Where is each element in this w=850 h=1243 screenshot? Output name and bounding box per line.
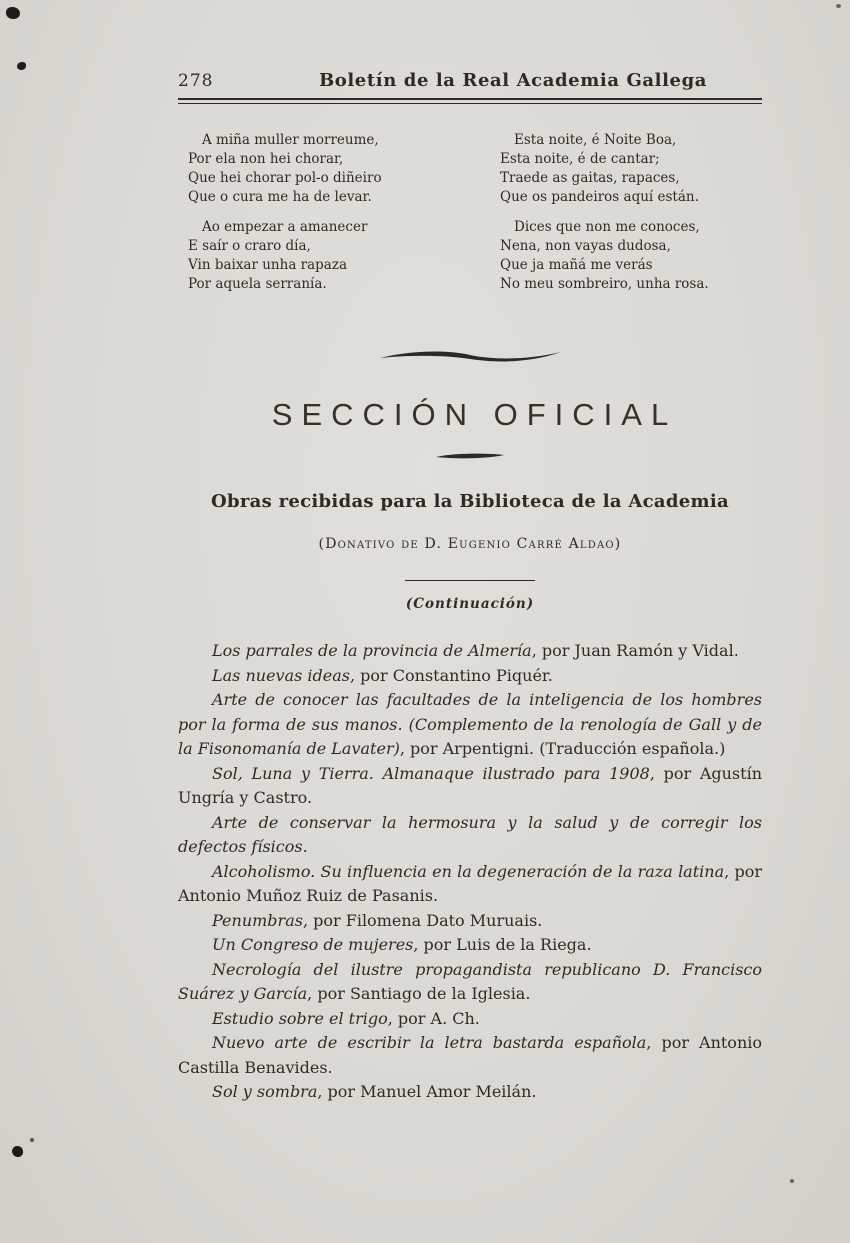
work-authors: , por Agustín Ungría y Castro. (178, 763, 762, 807)
poem-line: E saír o craro día, (188, 238, 311, 254)
section-title: SECCIÓN OFICIAL (271, 397, 678, 432)
poem-line: Por aquela serranía. (188, 276, 327, 292)
scan-artifact (17, 62, 26, 70)
small-swash-icon (434, 451, 506, 461)
poem-column-right (500, 131, 709, 305)
work-entry (178, 762, 762, 811)
poem-line: A miña muller morreume, (202, 132, 379, 148)
work-title: Las nuevas ideas (212, 665, 350, 685)
works-list (178, 639, 762, 1105)
poem-stanza (188, 131, 488, 207)
work-authors: , por Manuel Amor Meilán. (317, 1082, 537, 1101)
work-entry (178, 639, 762, 664)
work-title: Estudio sobre el trigo (212, 1008, 388, 1028)
scan-artifact (12, 1146, 23, 1157)
header-rule-thin (178, 103, 762, 104)
poem-column-left (188, 131, 488, 305)
poem-line: Por ela non hei chorar, (188, 151, 344, 167)
work-authors: , por Juan Ramón y Vidal. (531, 641, 739, 660)
swash-flourish-icon (378, 347, 563, 363)
work-title: Un Congreso de mujeres (212, 935, 414, 954)
work-entry (178, 958, 762, 1007)
poem-line: Que hei chorar pol-o diñeiro (188, 170, 382, 186)
work-entry (178, 933, 762, 958)
work-authors: , por Santiago de la Iglesia. (307, 984, 531, 1003)
work-title: Arte de conservar la hermosura y la salud y de corregir los defectos físicos. (178, 812, 762, 856)
small-divider-ornament (178, 451, 762, 461)
work-entry (178, 688, 762, 762)
work-entry (178, 1080, 762, 1105)
journal-title: Boletín de la Real Academia Gallega (318, 70, 708, 91)
poem-line: Que o cura me ha de levar. (188, 189, 372, 205)
poem-line: Que os pandeiros aquí están. (500, 189, 699, 205)
work-entry (178, 664, 762, 689)
poem-line: Nena, non vayas dudosa, (500, 238, 671, 254)
poem-line: Ao empezar a amanecer (202, 219, 368, 235)
poem-columns (178, 131, 762, 305)
work-entry (178, 811, 762, 860)
poem-line: Esta noite, é Noite Boa, (514, 132, 677, 148)
continuation-rule (405, 580, 535, 581)
continuation-label: (Continuación) (405, 596, 535, 612)
poem-line: No meu sombreiro, unha rosa. (500, 276, 709, 292)
work-authors: , por Antonio Muñoz Ruiz de Pasanis. (178, 861, 763, 905)
poem-stanza (500, 131, 709, 207)
poem-stanza (188, 218, 488, 294)
scan-artifact (30, 1138, 34, 1142)
poem-line: Vin baixar unha rapaza (188, 257, 348, 273)
work-title: Los parrales de la provincia de Almería (212, 641, 532, 660)
subsection-heading: Obras recibidas para la Biblioteca de la Academia (211, 491, 729, 512)
scan-artifact (790, 1179, 794, 1183)
poem-line: Esta noite, é de cantar; (500, 151, 660, 167)
work-entry (178, 1007, 762, 1032)
work-title: Alcoholismo. Su influencia en la degeneración de la raza latina (212, 861, 725, 881)
work-title: Arte de conocer las facultades de la inteligencia de los hombres por la forma de sus manos. (Complemento de la renología de Gall y de la Fisonomanía de Lavater) (178, 690, 762, 758)
work-title: Penumbras (212, 910, 303, 930)
header-rule-thick (178, 98, 762, 100)
poem-line: Que ja mañá me verás (500, 257, 653, 273)
scan-artifact (6, 7, 20, 19)
poem-line: Dices que non me conoces, (514, 219, 700, 235)
work-entry (178, 1031, 762, 1080)
header-rule (178, 98, 762, 104)
work-authors: , por Constantino Piquér. (350, 665, 553, 685)
work-authors: , por A. Ch. (387, 1008, 480, 1028)
work-title: Sol, Luna y Tierra. Almanaque ilustrado para 1908 (212, 763, 650, 783)
work-entry (178, 909, 762, 934)
work-title: Necrología del ilustre propagandista republicano D. Francisco Suárez y García (178, 959, 762, 1003)
page-header (178, 70, 762, 91)
work-authors: , por Luis de la Riega. (413, 935, 592, 954)
work-authors: , por Filomena Dato Muruais. (302, 910, 543, 930)
section-divider-ornament (178, 347, 762, 363)
poem-stanza (500, 218, 709, 294)
work-title: Sol y sombra (212, 1082, 318, 1101)
poem-line: Traede as gaitas, rapaces, (500, 170, 680, 186)
work-authors: , por Arpentigni. (Traducción española.) (399, 739, 726, 758)
work-title: Nuevo arte de escribir la letra bastarda española (212, 1033, 647, 1052)
page-number: 278 (178, 71, 214, 91)
work-entry (178, 860, 762, 909)
scan-artifact (836, 4, 841, 8)
donation-note: (Donativo de D. Eugenio Carré Aldao) (318, 536, 622, 552)
work-authors: , por Antonio Castilla Benavides. (178, 1033, 762, 1077)
